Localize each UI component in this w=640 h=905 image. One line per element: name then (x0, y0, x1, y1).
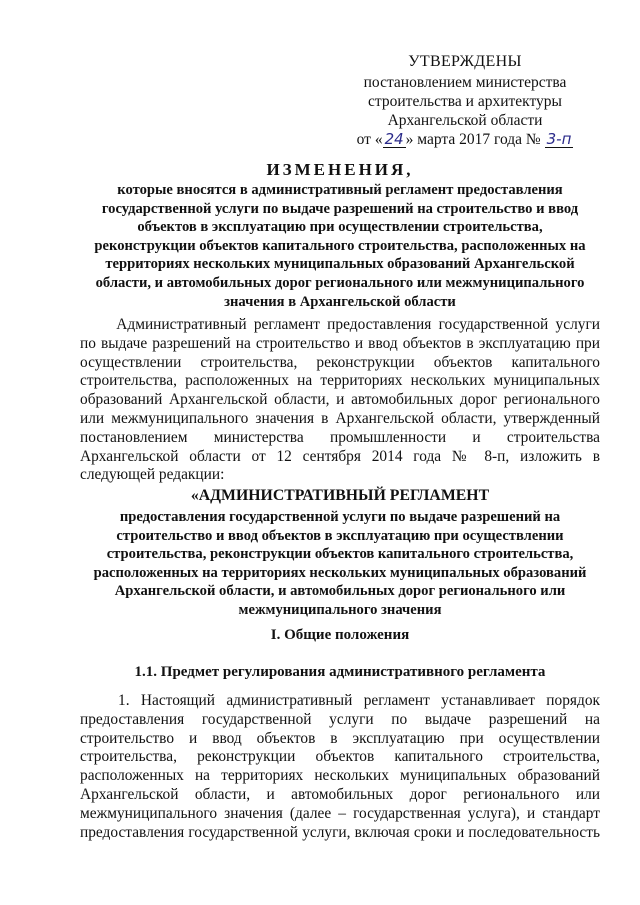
clause-1-paragraph (80, 692, 600, 842)
approval-line-3: Архангельской области (387, 112, 543, 129)
intro-line: следующей редакции: (80, 466, 225, 484)
clause-line: расположенных на территориях нескольких муниципальных образований (80, 767, 600, 785)
approval-date-line (340, 130, 590, 149)
intro-line: строительства, расположенных на территориях нескольких муниципальных (80, 372, 600, 390)
date-mid: » марта 2017 года № (405, 131, 545, 148)
intro-line: образований Архангельской области, и автомобильных дорог регионального (80, 391, 600, 409)
changes-title: ИЗМЕНЕНИЯ, (266, 160, 414, 179)
clause-line: строительство и ввод объектов в эксплуатацию при осуществлении (80, 729, 600, 747)
intro-paragraph (80, 316, 600, 485)
intro-line: Административный регламент предоставления государственной услуги (80, 316, 600, 333)
clause-line: предоставления государственной услуги по выдаче разрешений на (80, 710, 600, 728)
handwritten-number: 3-п (546, 130, 572, 148)
approval-stamp (340, 52, 590, 149)
regulation-subtitle-line: межмуниципального значения (238, 601, 442, 618)
changes-subtitle-line: объектов в эксплуатацию при осуществлении строительства, (137, 219, 543, 236)
handwritten-day: 24 (384, 130, 404, 148)
changes-subtitle-line: государственной услуги по выдаче разрешений на строительство и ввод (101, 200, 579, 217)
changes-subtitle (80, 181, 600, 311)
changes-subtitle-line: реконструкции объектов капитального строительства, расположенных на (94, 237, 586, 254)
changes-subtitle-line: территориях нескольких муниципальных образований Архангельской (105, 256, 575, 273)
changes-subtitle-line: которые вносятся в административный регламент предоставления (117, 182, 563, 198)
approval-heading: УТВЕРЖДЕНЫ (408, 53, 522, 70)
regulation-subtitle-line: строительства, реконструкции объектов капитального строительства, (106, 546, 574, 563)
intro-line: постановлением министерства промышленности и строительства (80, 428, 600, 446)
clause-line: 1. Настоящий административный регламент устанавливает порядок (118, 692, 600, 709)
intro-line: или межмуниципального значения в Архангельской области, утвержденный (80, 409, 600, 427)
intro-line: по выдаче разрешений на строительство и ввод объектов в эксплуатацию при (80, 334, 600, 352)
regulation-subtitle (80, 508, 600, 620)
regulation-subtitle-line: Архангельской области, и автомобильных дорог регионального или (114, 583, 566, 600)
regulation-subtitle-line: предоставления государственной услуги по выдаче разрешений на (119, 509, 561, 525)
clause-line: строительства, реконструкции объектов капитального строительства, (80, 748, 600, 766)
clause-line: межмуниципального значения (далее – государственная услуга), и стандарт (80, 804, 600, 822)
section-1-heading: I. Общие положения (270, 627, 410, 643)
intro-line: Архангельской области от 12 сентября 2014 года № 8-п, изложить в (80, 447, 600, 465)
changes-subtitle-line: значения в Архангельской области (224, 293, 456, 310)
date-prefix: от « (356, 131, 383, 148)
clause-line: предоставления государственной услуги, включая сроки и последовательность (80, 823, 600, 841)
regulation-subtitle-line: строительство и ввод объектов в эксплуатацию при осуществлении (116, 527, 564, 544)
section-1-1-heading: 1.1. Предмет регулирования административного регламента (134, 664, 546, 680)
regulation-subtitle-line: расположенных на территориях нескольких муниципальных образований (93, 564, 587, 581)
approval-line-2: строительства и архитектуры (368, 93, 562, 110)
regulation-title: «АДМИНИСТРАТИВНЫЙ РЕГЛАМЕНТ (190, 487, 490, 504)
clause-line: Архангельской области, и автомобильных дорог регионального или (80, 785, 600, 803)
intro-line: осуществлении строительства, реконструкции объектов капитального (80, 353, 600, 371)
changes-subtitle-line: области, и автомобильных дорог регионального или межмуниципального (95, 274, 585, 291)
approval-line-1: постановлением министерства (363, 74, 567, 91)
